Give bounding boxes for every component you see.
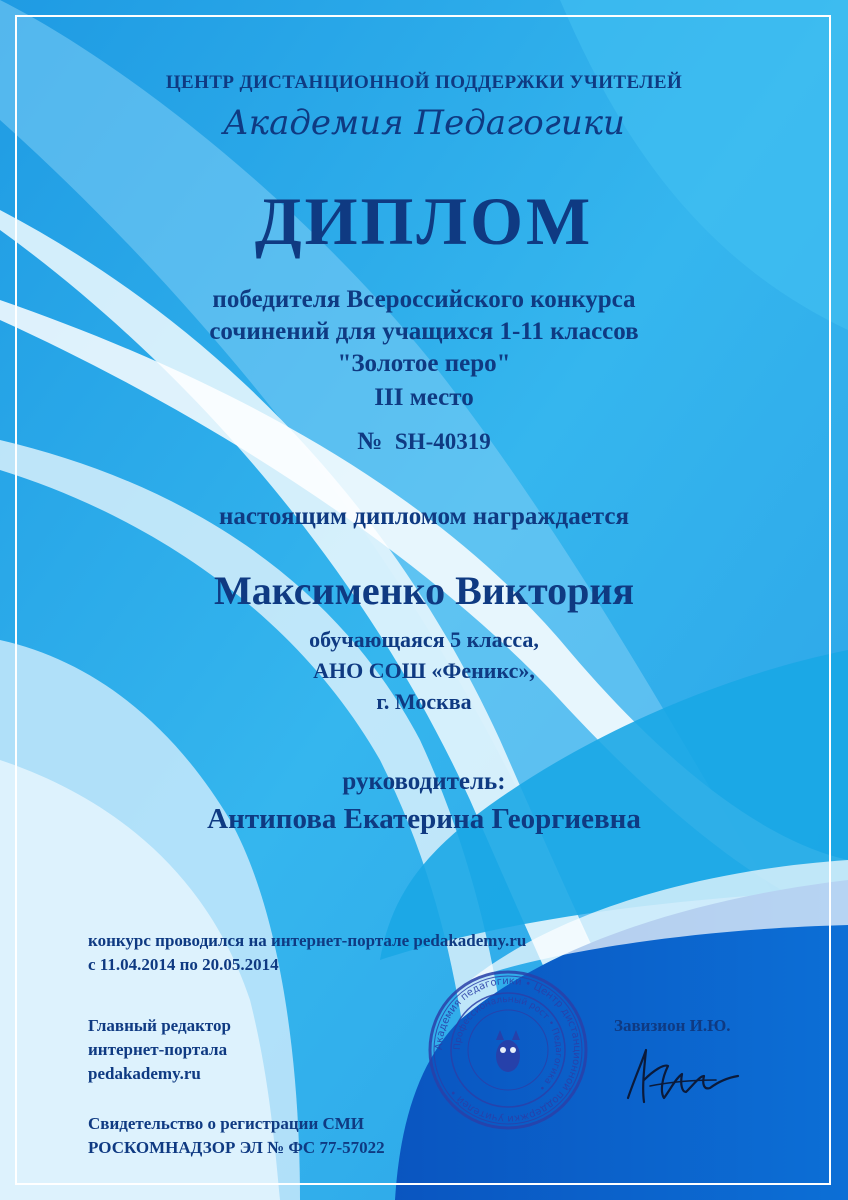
- editor-line-3: pedakademy.ru: [88, 1064, 201, 1083]
- awarded-text: настоящим дипломом награждается: [218, 503, 630, 530]
- diploma-number: [0, 428, 848, 456]
- editor-line-1: Главный редактор: [88, 1016, 231, 1035]
- svg-text:Профессиональный рост • Педаго: Профессиональный рост • Педагогика •: [452, 994, 564, 1093]
- recipient-line-2: АНО СОШ «Феникс»,: [313, 658, 535, 683]
- recipient-line-3: г. Москва: [376, 689, 472, 714]
- editor-line-2: интернет-портала: [88, 1040, 228, 1059]
- supervisor-name: Антипова Екатерина Георгиевна: [207, 803, 641, 835]
- award-line-2: сочинений для учащихся 1-11 классов: [209, 318, 639, 345]
- award-line-1: победителя Всероссийского конкурса: [212, 286, 636, 313]
- brand-logo-text: Академия Педагогики: [223, 103, 625, 143]
- award-line-3: "Золотое перо": [337, 350, 511, 377]
- registration-line-2: РОСКОМНАДЗОР ЭЛ № ФС 77-57022: [88, 1138, 385, 1157]
- number-value: SH-40319: [394, 429, 491, 454]
- diploma-title: ДИПЛОМ: [254, 183, 594, 259]
- editor-signature: [620, 1040, 750, 1110]
- editor-name: Завизион И.Ю.: [614, 1016, 731, 1035]
- recipient-line-1: обучающаяся 5 класса,: [309, 627, 539, 652]
- award-place: III место: [374, 384, 474, 411]
- official-seal-stamp: [426, 968, 590, 1132]
- contest-info-line-2: с 11.04.2014 по 20.05.2014: [88, 955, 279, 974]
- owl-emblem-icon: [496, 1030, 520, 1072]
- number-prefix: №: [357, 428, 383, 455]
- registration-line-1: Свидетельство о регистрации СМИ: [88, 1114, 365, 1133]
- contest-info-line-1: конкурс проводился на интернет-портале pedakademy.ru: [88, 931, 527, 950]
- supervisor-label: руководитель:: [342, 768, 506, 795]
- svg-text:Академия педагогики • Центр ди: Академия педагогики • Центр дистанционной поддержки учителей •: [433, 975, 583, 1125]
- recipient-name: Максименко Виктория: [214, 568, 634, 613]
- organization-line: ЦЕНТР ДИСТАНЦИОННОЙ ПОДДЕРЖКИ УЧИТЕЛЕЙ: [165, 72, 683, 93]
